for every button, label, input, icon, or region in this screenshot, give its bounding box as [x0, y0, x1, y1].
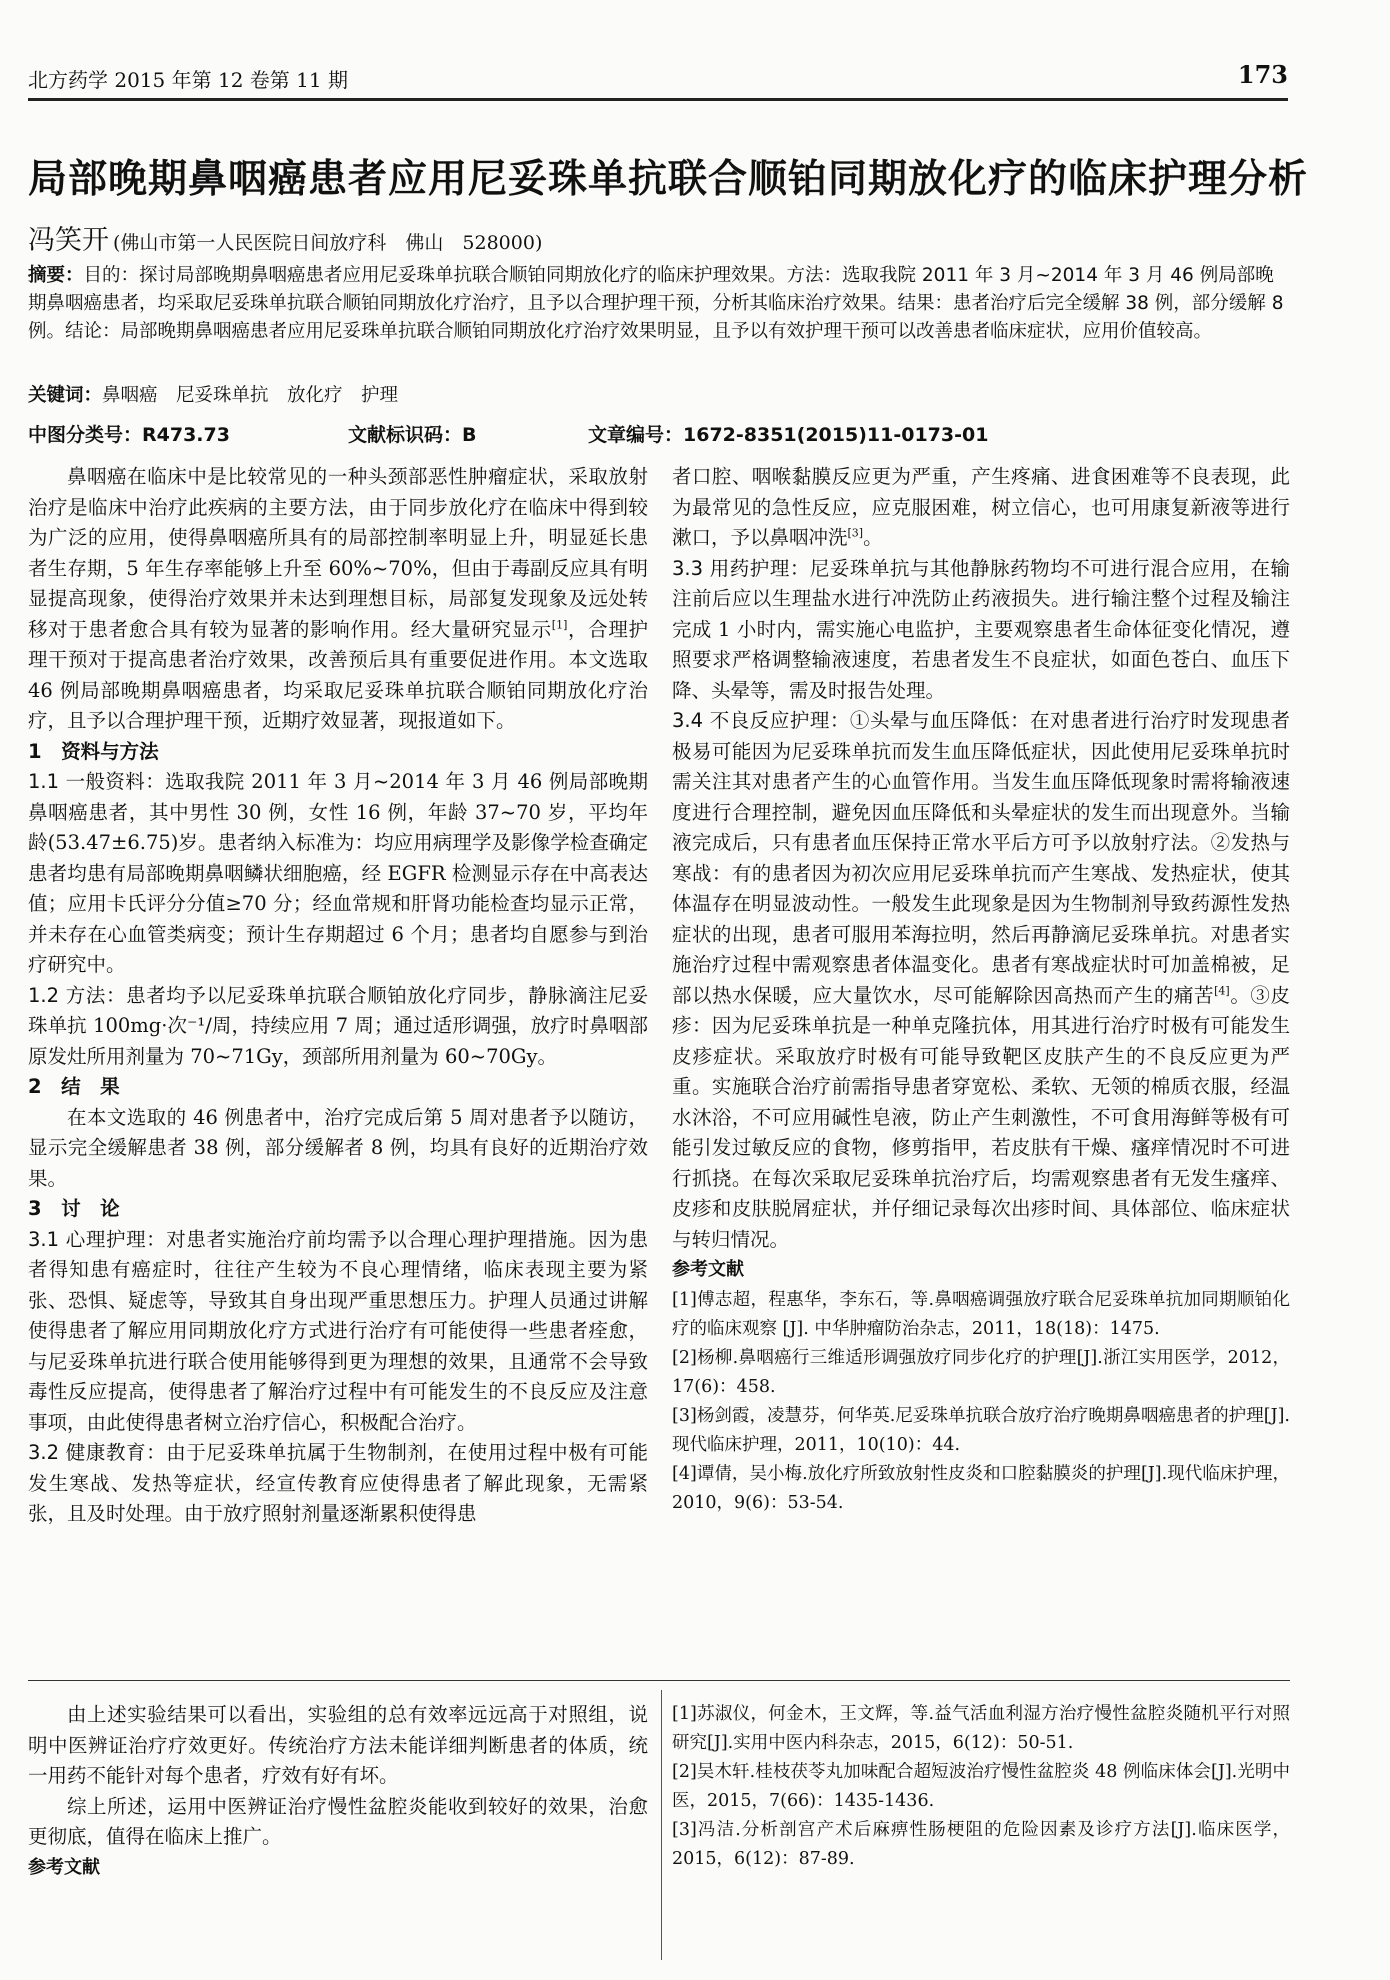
abstract-text: 目的：探讨局部晚期鼻咽癌患者应用尼妥珠单抗联合顺铂同期放化疗的临床护理效果。方法：选取我院 2011 年 3 月~2014 年 3 月 46 例局部晚期鼻咽癌患者，均采取尼妥珠单抗联合顺铂同期放化疗治疗，且予以合理护理干预，分析其临床治疗效果。结果：患者治疗后完全缓解 38 例，部分缓解 8 例。结论：局部晚期鼻咽癌患者应用尼妥珠单抗联合顺铂同期放化疗治疗效果明显，且予以有效护理干预可以改善患者临床症状，应用价值较高。	[28, 265, 1284, 342]
section-3-1	[28, 1225, 648, 1439]
bottom-left-column	[28, 1700, 648, 1883]
subsection-text-b: 。③皮疹：因为尼妥珠单抗是一种单克隆抗体，用其进行治疗时极有可能发生皮疹症状。采取放疗时极有可能导致靶区皮肤产生的不良反应更为严重。实施联合治疗前需指导患者穿宽松、柔软、无领的棉质衣服，经温水沐浴，不可应用碱性皂液，防止产生刺激性，不可食用海鲜等极有可能引发过敏反应的食物，修剪指甲，若皮肤有干燥、瘙痒情况时不可进行抓挠。在每次采取尼妥珠单抗治疗后，均需观察患者有无发生瘙痒、皮疹和皮肤脱屑症状，并仔细记录每次出疹时间、具体部位、临床症状与转归情况。	[672, 983, 1290, 1251]
results-paragraph: 在本文选取的 46 例患者中，治疗完成后第 5 周对患者予以随访，显示完全缓解患者 38 例，部分缓解者 8 例，均具有良好的近期治疗效果。	[28, 1105, 648, 1190]
bottom-paragraph: 综上所述，运用中医辨证治疗慢性盆腔炎能收到较好的效果，治愈更彻底，值得在临床上推广。	[28, 1794, 648, 1848]
article-title: 局部晚期鼻咽癌患者应用尼妥珠单抗联合顺铂同期放化疗的临床护理分析	[28, 157, 1309, 202]
keywords-text: 鼻咽癌 尼妥珠单抗 放化疗 护理	[102, 385, 399, 406]
subsection-text: ①头晕与血压降低：在对患者进行治疗时发现患者极易可能因为尼妥珠单抗而发生血压降低症状，因此使用尼妥珠单抗时需关注其对患者产生的心血管作用。当发生血压降低现象时需将输液速度进行合理控制，避免因血压降低和头晕症状的发生而出现意外。当输液完成后，只有患者血压保持正常水平后方可予以放射疗法。②发热与寒战：有的患者因为初次应用尼妥珠单抗而产生寒战、发热症状，使其体温存在明显波动性。一般发生此现象是因为生物制剂导致药源性发热症状的出现，患者可服用苯海拉明，然后再静滴尼妥珠单抗。对患者实施治疗过程中需观察患者体温变化。患者有寒战症状时可加盖棉被，足部以热水保暖，应大量饮水，尽可能解除因高热而产生的痛苦	[672, 709, 1290, 1007]
subsection-text: 选取我院 2011 年 3 月~2014 年 3 月 46 例局部晚期鼻咽癌患者，其中男性 30 例，女性 16 例，年龄 37~70 岁，平均年龄(53.47±6.75)岁。患者纳入标准为：均应用病理学及影像学检查确定患者均患有局部晚期鼻咽鳞状细胞癌，经 EGFR 检测显示存在中高表达值；应用卡氏评分分值≥70 分；经血常规和肝肾功能检查均显示正常，并未存在心血管类病变；预计生存期超过 6 个月；患者均自愿参与到治疗研究中。	[28, 770, 648, 976]
citation: [4]	[1214, 984, 1230, 997]
reference-item: [1]傅志超，程惠华，李东石，等.鼻咽癌调强放疗联合尼妥珠单抗加同期顺铂化疗的临床观察 [J]. 中华肿瘤防治杂志，2011，18(18)：1475.	[672, 1289, 1290, 1339]
reference-item: [3]杨剑霞，凌慧芬，何华英.尼妥珠单抗联合放疗治疗晚期鼻咽癌患者的护理[J].现代临床护理，2011，10(10)：44.	[672, 1405, 1290, 1455]
reference-item: [2]杨柳.鼻咽癌行三维适形调强放疗同步化疗的护理[J].浙江实用医学，2012，17(6)：458.	[672, 1347, 1290, 1397]
intro-paragraph	[28, 462, 648, 737]
page-header	[28, 58, 1288, 101]
subsection-text: 对患者实施治疗前均需予以合理心理护理措施。因为患者得知患有癌症时，往往产生较为不良心理情绪，临床表现主要为紧张、恐惧、疑虑等，导致其自身出现严重思想压力。护理人员通过讲解使得患者了解应用同期放化疗方式进行治疗有可能使得一些患者痊愈，与尼妥珠单抗进行联合使用能够得到更为理想的效果，且通常不会导致毒性反应提高，使得患者了解治疗过程中有可能发生的不良反应及注意事项，由此使得患者树立治疗信心，积极配合治疗。	[28, 1227, 648, 1434]
author-line	[28, 218, 542, 257]
subsection-label: 1.1 一般资料：	[28, 770, 166, 793]
section-3-3	[672, 554, 1290, 707]
right-column	[672, 462, 1290, 1518]
column-divider	[661, 1690, 662, 1960]
subsection-label: 3.2 健康教育：	[28, 1441, 167, 1464]
subsection-text: 患者均予以尼妥珠单抗联合顺铂放化疗同步，静脉滴注尼妥珠单抗 100mg·次⁻¹/周，持续应用 7 周；通过适形调强，放疗时鼻咽部原发灶所用剂量为 70~71Gy，颈部所用剂量为 60~70Gy。	[28, 983, 648, 1068]
left-column	[28, 462, 648, 1530]
section-heading: 2 结 果	[28, 1075, 120, 1098]
bottom-paragraph: 由上述实验结果可以看出，实验组的总有效率远远高于对照组，说明中医辨证治疗疗效更好。传统治疗方法未能详细判断患者的体质，统一用药不能针对每个患者，疗效有好有坏。	[28, 1703, 648, 1787]
citation: [1]	[551, 618, 568, 631]
continued-text-end: 。	[863, 526, 883, 549]
citation: [3]	[847, 526, 864, 540]
subsection-label: 3.4 不良反应护理：	[672, 709, 850, 732]
subsection-label: 1.2 方法：	[28, 983, 127, 1007]
section-divider	[28, 1680, 1290, 1681]
reference-item: [4]谭倩，吴小梅.放化疗所致放射性皮炎和口腔黏膜炎的护理[J].现代临床护理，2010，9(6)：53-54.	[672, 1463, 1290, 1513]
reference-item: [3]冯洁.分析剖宫产术后麻痹性肠梗阻的危险因素及诊疗方法[J].临床医学，2015，6(12)：87-89.	[672, 1820, 1290, 1869]
section-heading: 3 讨 论	[28, 1197, 120, 1220]
reference-item: [1]苏淑仪，何金木，王文辉，等.益气活血利湿方治疗慢性盆腔炎随机平行对照研究[J].实用中医内科杂志，2015，6(12)：50-51.	[672, 1704, 1290, 1753]
keywords	[28, 381, 398, 407]
section-1-2	[28, 981, 648, 1073]
continued-paragraph	[672, 462, 1290, 554]
section-3-4	[672, 706, 1290, 1255]
intro-text-b: ，合理护理干预对于提高患者治疗效果，改善预后具有重要促进作用。本文选取 46 例局部晚期鼻咽癌患者，均采取尼妥珠单抗联合顺铂同期放化疗治疗，且予以合理护理干预，近期疗效显著，现报道如下。	[28, 617, 648, 732]
journal-issue: 北方药学 2015 年第 12 卷第 11 期	[28, 68, 348, 92]
section-1-1	[28, 767, 648, 981]
reference-item: [2]吴木轩.桂枝茯苓丸加味配合超短波治疗慢性盆腔炎 48 例临床体会[J].光明中医，2015，7(66)：1435-1436.	[672, 1762, 1290, 1811]
continued-text: 者口腔、咽喉黏膜反应更为严重，产生疼痛、进食困难等不良表现，此为最常见的急性反应，应克服困难，树立信心，也可用康复新液等进行漱口，予以鼻咽冲洗	[672, 465, 1290, 549]
article-number: 文章编号：1672-8351(2015)11-0173-01	[588, 424, 989, 446]
keywords-label: 关键词：	[28, 385, 103, 406]
clc-number: 中图分类号：R473.73	[28, 424, 230, 446]
section-heading: 1 资料与方法	[28, 739, 159, 763]
section-3-2	[28, 1438, 648, 1530]
subsection-label: 3.3 用药护理：	[672, 556, 810, 580]
document-code: 文献标识码：B	[348, 424, 477, 446]
author-affiliation: (佛山市第一人民医院日间放疗科 佛山 528000)	[113, 232, 543, 254]
subsection-label: 3.1 心理护理：	[28, 1227, 167, 1251]
abstract	[28, 262, 1288, 346]
bottom-right-column	[672, 1700, 1290, 1874]
references-heading: 参考文献	[672, 1259, 744, 1280]
abstract-label: 摘要：	[28, 265, 84, 286]
subsection-text: 尼妥珠单抗与其他静脉药物均不可进行混合应用，在输注前后应以生理盐水进行冲洗防止药液损失。进行输注整个过程及输注完成 1 小时内，需实施心电监护，主要观察患者生命体征变化情况，遵照要求严格调整输液速度，若患者发生不良症状，如面色苍白、血压下降、头晕等，需及时报告处理。	[672, 556, 1290, 702]
author-name: 冯笑开	[28, 225, 109, 256]
subsection-text: 由于尼妥珠单抗属于生物制剂，在使用过程中极有可能发生寒战、发热等症状，经宣传教育应使得患者了解此现象，无需紧张，且及时处理。由于放疗照射剂量逐渐累积使得患	[28, 1441, 648, 1525]
references-heading: 参考文献	[28, 1856, 100, 1878]
intro-text-a: 鼻咽癌在临床中是比较常见的一种头颈部恶性肿瘤症状，采取放射治疗是临床中治疗此疾病的主要方法，由于同步放化疗在临床中得到较为广泛的应用，使得鼻咽癌所具有的局部控制率明显上升，明显延长患者生存期，5 年生存率能够上升至 60%~70%，但由于毒副反应具有明显提高现象，使得治疗效果并未达到理想目标，局部复发现象及远处转移对于患者愈合具有较为显著的影响作用。经大量研究显示	[28, 465, 648, 641]
page-number: 173	[1237, 60, 1288, 89]
